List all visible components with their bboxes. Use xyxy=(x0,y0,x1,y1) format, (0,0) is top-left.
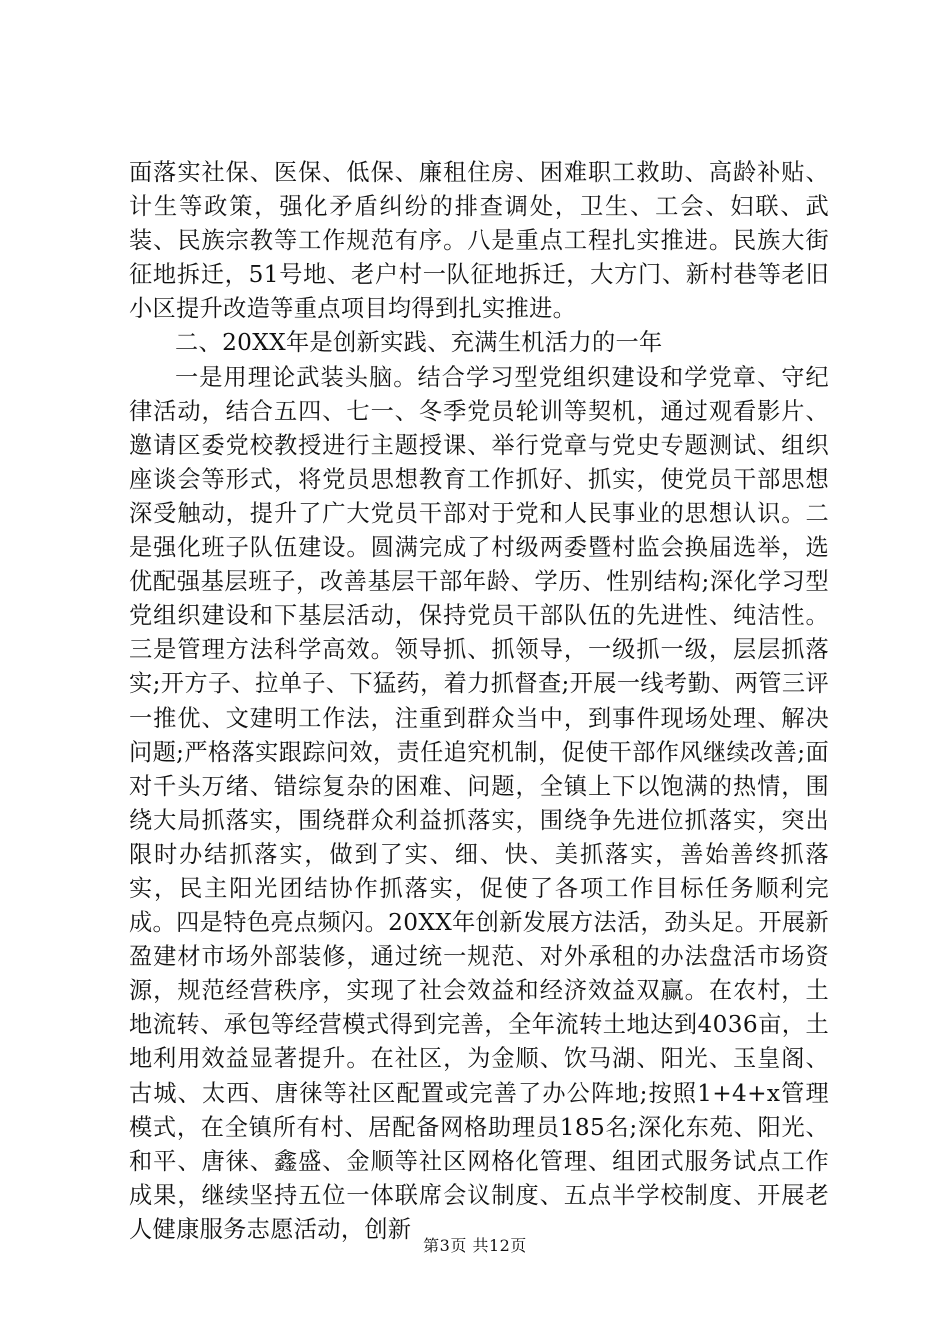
document-body xyxy=(129,156,829,1247)
paragraph-continued: 面落实社保、医保、低保、廉租住房、困难职工救助、高龄补贴、计生等政策，强化矛盾纠纷的排查调处，卫生、工会、妇联、武装、民族宗教等工作规范有序。八是重点工程扎实推进。民族大街征地拆迁，51号地、老户村一队征地拆迁，大方门、新村巷等老旧小区提升改造等重点项目均得到扎实推进。 xyxy=(129,159,829,323)
page-number-footer: 第3页 共12页 xyxy=(423,1236,527,1255)
section-heading: 二、20XX年是创新实践、充满生机活力的一年 xyxy=(175,329,663,357)
paragraph-main: 一是用理论武装头脑。结合学习型党组织建设和学党章、守纪律活动，结合五四、七一、冬季党员轮训等契机，通过观看影片、邀请区委党校教授进行主题授课、举行党章与党史专题测试、组织座谈会等形式，将党员思想教育工作抓好、抓实，使党员干部思想深受触动，提升了广大党员干部对于党和人民事业的思想认识。二是强化班子队伍建设。圆满完成了村级两委暨村监会换届选举，选优配强基层班子，改善基层干部年龄、学历、性别结构;深化学习型党组织建设和下基层活动，保持党员干部队伍的先进性、纯洁性。三是管理方法科学高效。领导抓、抓领导，一级抓一级，层层抓落实;开方子、拉单子、下猛药，着力抓督查;开展一线考勤、两管三评一推优、文建明工作法，注重到群众当中，到事件现场处理、解决问题;严格落实跟踪问效，责任追究机制，促使干部作风继续改善;面对千头万绪、错综复杂的困难、问题，全镇上下以饱满的热情，围绕大局抓落实，围绕群众利益抓落实，围绕争先进位抓落实，突出限时办结抓落实，做到了实、细、快、美抓落实，善始善终抓落实，民主阳光团结协作抓落实，促使了各项工作目标任务顺利完成。四是特色亮点频闪。20XX年创新发展方法活，劲头足。开展新盈建材市场外部装修，通过统一规范、对外承租的办法盘活市场资源，规范经营秩序，实现了社会效益和经济效益双赢。在农村，土地流转、承包等经营模式得到完善，全年流转土地达到4036亩，土地利用效益显著提升。在社区，为金顺、饮马湖、阳光、玉皇阁、古城、太西、唐徕等社区配置或完善了办公阵地;按照1+4+x管理模式，在全镇所有村、居配备网格助理员185名;深化东苑、阳光、和平、唐徕、鑫盛、金顺等社区网格化管理、组团式服务试点工作成果，继续坚持五位一体联席会议制度、五点半学校制度、开展老人健康服务志愿活动，创新 xyxy=(129,363,829,1243)
